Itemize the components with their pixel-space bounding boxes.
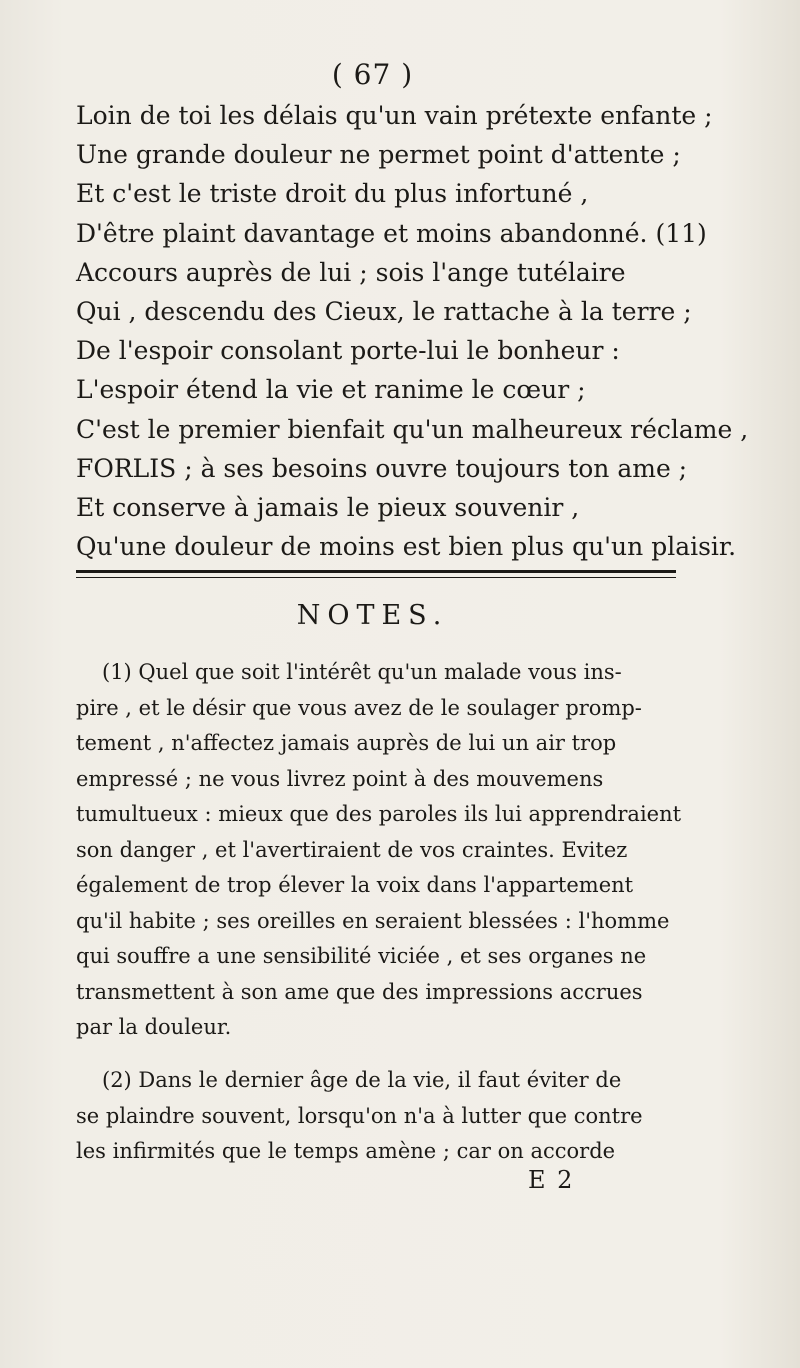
note-line: se plaindre souvent, lorsqu'on n'a à lutter que contre [76,1103,643,1128]
note-1 [76,655,682,1046]
note-line: par la douleur. [76,1015,232,1039]
poem-line: De l'espoir consolant porte-lui le bonheur : [76,336,620,366]
page-number: ( 67 ) [331,58,414,91]
poem-line: D'être plaint davantage et moins abandonné. (11) [76,218,707,248]
notes-heading: NOTES. [296,600,449,631]
note-line: (2) Dans le dernier âge de la vie, il faut éviter de [102,1068,622,1092]
note-line: les infirmités que le temps amène ; car on accorde [76,1139,616,1163]
note-line: qui souffre a une sensibilité viciée , et ses organes ne [76,944,647,968]
poem [76,96,749,566]
note-line: transmettent à son ame que des impressions accrues [76,979,643,1004]
poem-line: Qu'une douleur de moins est bien plus qu'un plaisir. [76,532,737,562]
note-line: qu'il habite ; ses oreilles en seraient blessées : l'homme [76,908,670,933]
note-line: son danger , et l'avertiraient de vos craintes. Evitez [76,837,628,862]
note-line: tement , n'affectez jamais auprès de lui un air trop [76,731,617,755]
signature-mark: E 2 [528,1166,575,1194]
poem-line: Loin de toi les délais qu'un vain prétexte enfante ; [76,101,713,130]
poem-line: FORLIS ; à ses besoins ouvre toujours ton ame ; [76,453,688,483]
note-2 [76,1063,674,1170]
poem-line: Et c'est le triste droit du plus infortuné , [76,179,589,209]
note-line: pire , et le désir que vous avez de le soulager promp- [76,695,642,720]
poem-line: Une grande douleur ne permet point d'attente ; [76,140,681,170]
note-line: également de trop élever la voix dans l'appartement [76,873,634,897]
poem-line: Qui , descendu des Cieux, le rattache à la terre ; [76,297,692,327]
poem-line: Et conserve à jamais le pieux souvenir , [76,493,580,523]
note-line: (1) Quel que soit l'intérêt qu'un malade vous ins- [102,660,622,684]
poem-line: Accours auprès de lui ; sois l'ange tutélaire [76,257,626,287]
note-line: tumultueux : mieux que des paroles ils lui apprendraient [76,802,682,826]
poem-line: L'espoir étend la vie et ranime le cœur ; [76,375,586,405]
section-divider-thin [76,577,676,578]
note-line: empressé ; ne vous livrez point à des mouvemens [76,766,604,791]
poem-line: C'est le premier bienfait qu'un malheureux réclame , [76,414,749,444]
section-divider [76,570,676,573]
